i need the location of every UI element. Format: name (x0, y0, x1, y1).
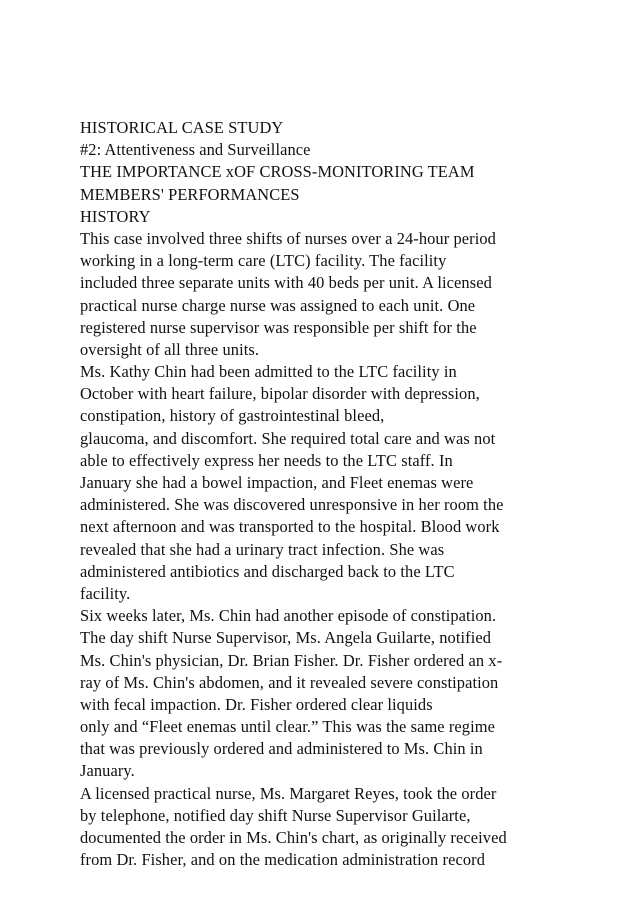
text-line: revealed that she had a urinary tract infection. She was (80, 539, 445, 559)
text-line: from Dr. Fisher, and on the medication administration record (80, 850, 485, 870)
text-line: next afternoon and was transported to the hospital. Blood work (80, 517, 500, 537)
text-line: facility. (80, 583, 131, 603)
text-line: October with heart failure, bipolar disorder with depression, (80, 384, 480, 404)
text-line: oversight of all three units. (80, 339, 260, 359)
section-heading-history: HISTORY (80, 206, 151, 226)
text-line: documented the order in Ms. Chin's chart, as originally received (80, 828, 507, 847)
text-line: only and “Fleet enemas until clear.” This was the same regime (80, 717, 495, 737)
text-line: included three separate units with 40 beds per unit. A licensed (80, 273, 492, 293)
text-line: by telephone, notified day shift Nurse Supervisor Guilarte, (80, 805, 471, 825)
text-line: glaucoma, and discomfort. She required total care and was not (80, 428, 496, 448)
text-line: practical nurse charge nurse was assigned to each unit. One (80, 295, 476, 315)
document-subtitle: #2: Attentiveness and Surveillance (80, 140, 311, 160)
text-line: Ms. Chin's physician, Dr. Brian Fisher. Dr. Fisher ordered an x- (80, 650, 503, 670)
text-line: The day shift Nurse Supervisor, Ms. Angela Guilarte, notified (80, 628, 492, 648)
text-line: Ms. Kathy Chin had been admitted to the LTC facility in (80, 362, 457, 382)
text-line: that was previously ordered and administered to Ms. Chin in (80, 739, 483, 759)
document-heading-line-1: THE IMPORTANCE xOF CROSS-MONITORING TEAM (80, 162, 475, 182)
text-line: constipation, history of gastrointestinal bleed, (80, 406, 385, 426)
text-line: January. (80, 761, 135, 781)
document-body (80, 117, 580, 871)
text-line: A licensed practical nurse, Ms. Margaret Reyes, took the order (80, 783, 497, 803)
text-line: working in a long-term care (LTC) facility. The facility (80, 251, 447, 271)
text-line: able to effectively express her needs to the LTC staff. In (80, 450, 453, 470)
document-title: HISTORICAL CASE STUDY (80, 118, 284, 137)
document-heading-line-2: MEMBERS' PERFORMANCES (80, 184, 300, 204)
text-line: administered antibiotics and discharged back to the LTC (80, 561, 455, 581)
text-line: ray of Ms. Chin's abdomen, and it revealed severe constipation (80, 672, 499, 692)
text-line: with fecal impaction. Dr. Fisher ordered clear liquids (80, 694, 433, 714)
text-line: This case involved three shifts of nurses over a 24-hour period (80, 228, 496, 248)
text-line: January she had a bowel impaction, and Fleet enemas were (80, 473, 474, 492)
text-line: Six weeks later, Ms. Chin had another episode of constipation. (80, 606, 497, 626)
text-line: administered. She was discovered unresponsive in her room the (80, 495, 504, 515)
text-line: registered nurse supervisor was responsible per shift for the (80, 317, 477, 337)
